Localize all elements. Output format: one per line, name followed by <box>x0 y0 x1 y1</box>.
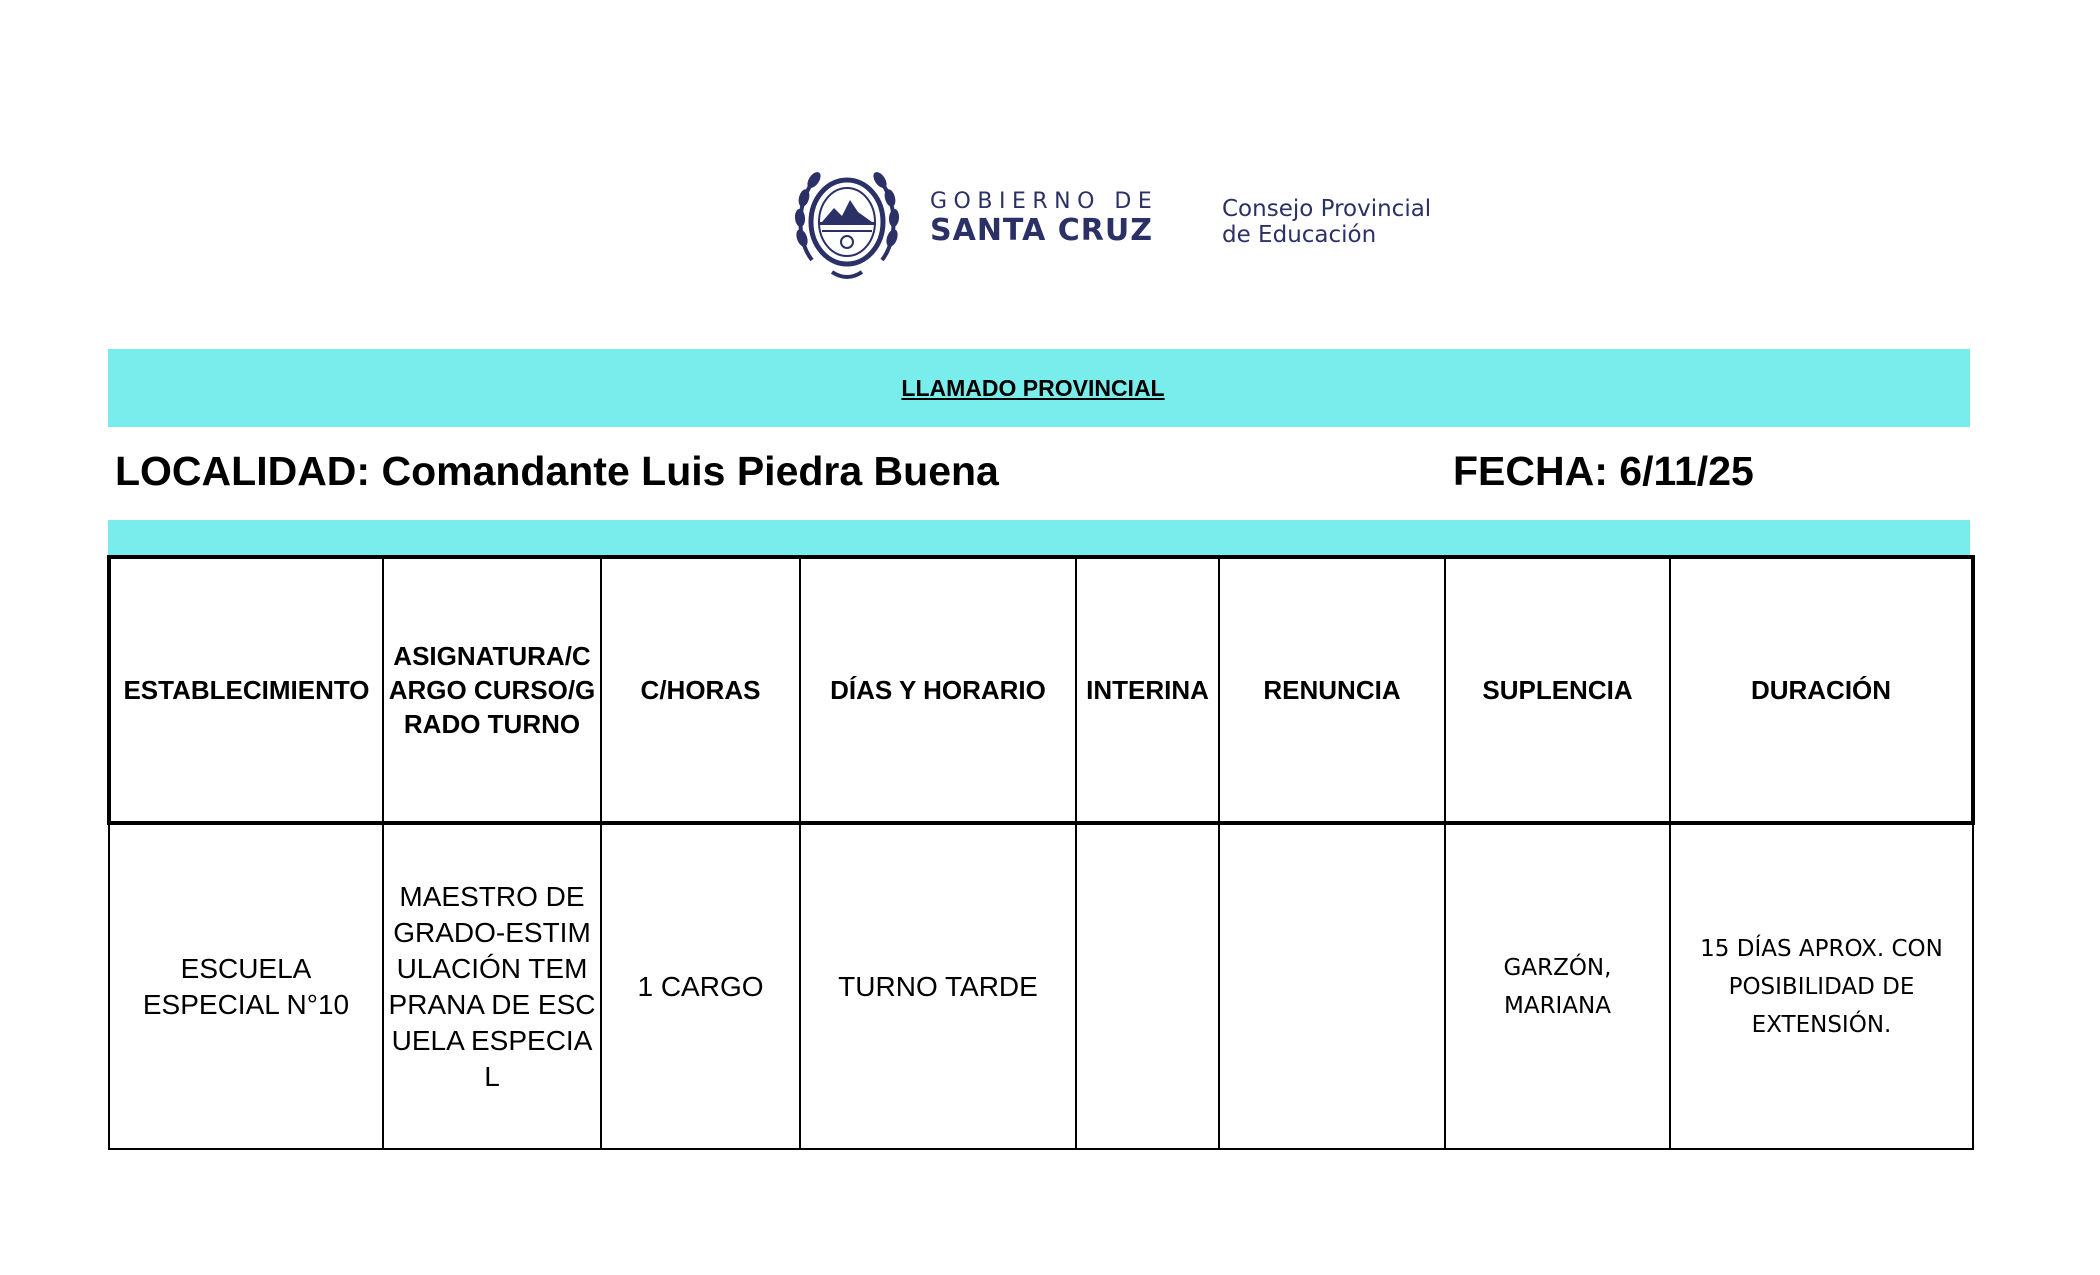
column-header-dias-horario: DÍAS Y HORARIO <box>800 557 1076 823</box>
table-row <box>109 823 1973 1149</box>
table-header-row <box>109 557 1973 823</box>
cell-renuncia <box>1219 823 1445 1149</box>
column-header-duracion: DURACIÓN <box>1670 557 1973 823</box>
header-logo <box>792 160 1492 285</box>
gov-line-2: SANTA CRUZ <box>930 213 1153 248</box>
consejo-line-2: de Educación <box>1222 222 1377 248</box>
location-date-row <box>115 448 1965 498</box>
consejo-wordmark <box>1222 196 1431 248</box>
column-header-asignatura: ASIGNATURA/CARGO CURSO/GRADO TURNO <box>383 557 601 823</box>
title-band <box>108 349 1970 427</box>
consejo-line-1: Consejo Provincial <box>1222 196 1432 222</box>
cell-dias-horario: TURNO TARDE <box>800 823 1076 1149</box>
localidad-label: LOCALIDAD: Comandante Luis Piedra Buena <box>115 448 999 494</box>
column-header-renuncia: RENUNCIA <box>1219 557 1445 823</box>
cell-horas: 1 CARGO <box>601 823 800 1149</box>
government-wordmark <box>930 190 1158 248</box>
column-header-establecimiento: ESTABLECIMIENTO <box>109 557 383 823</box>
positions-table <box>107 555 1975 1150</box>
fecha-label: FECHA: 6/11/25 <box>1453 448 1754 494</box>
document-title: LLAMADO PROVINCIAL <box>901 374 1165 401</box>
column-header-horas: C/HORAS <box>601 557 800 823</box>
separator-band <box>108 520 1970 556</box>
cell-interina <box>1076 823 1219 1149</box>
gov-line-1: GOBIERNO DE <box>930 189 1159 214</box>
column-header-suplencia: SUPLENCIA <box>1445 557 1670 823</box>
column-header-interina: INTERINA <box>1076 557 1219 823</box>
cell-duracion: 15 DÍAS APROX. CON POSIBILIDAD DE EXTENSIÓN. <box>1670 823 1973 1149</box>
cell-establecimiento: ESCUELA ESPECIAL N°10 <box>109 823 383 1149</box>
cell-suplencia: GARZÓN, MARIANA <box>1445 823 1670 1149</box>
cell-asignatura: MAESTRO DE GRADO-ESTIMULACIÓN TEMPRANA DE ESCUELA ESPECIAL <box>383 823 601 1149</box>
santa-cruz-seal-icon <box>792 160 902 282</box>
